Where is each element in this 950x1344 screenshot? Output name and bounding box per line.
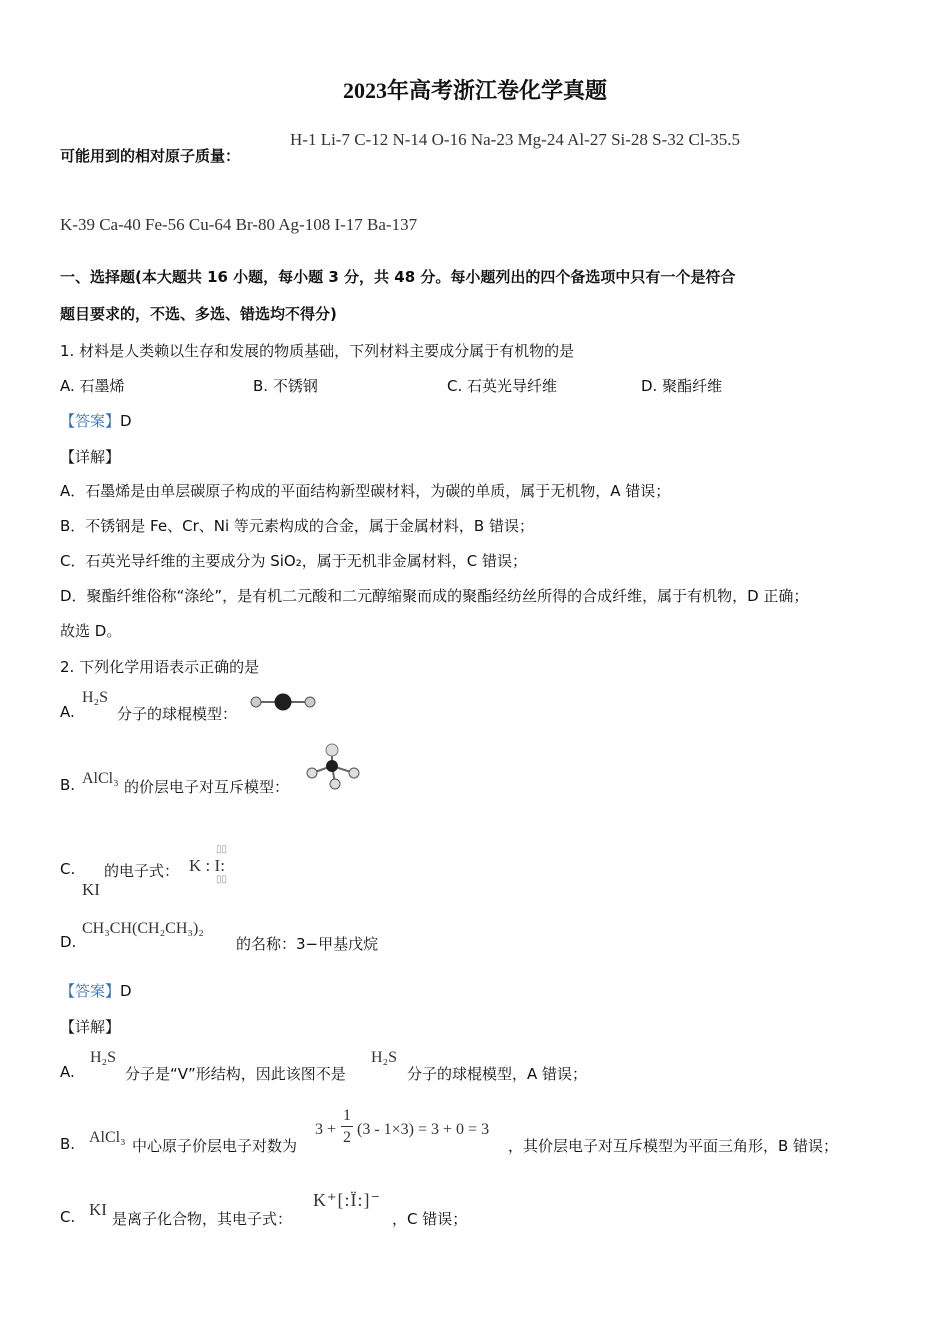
q2-exp-c-text2: ，C 错误； <box>392 1210 468 1228</box>
q1-explanation-c: C．石英光导纤维的主要成分为 SiO₂，属于无机非金属材料，C 错误； <box>60 552 527 570</box>
q2-c-letter: C. <box>60 860 76 878</box>
q2-exp-b-text2: ，其价层电子对互斥模型为平面三角形，B 错误； <box>508 1137 839 1155</box>
q2-b-text: 的价层电子对互斥模型： <box>124 778 290 796</box>
eq-fraction <box>341 1106 353 1149</box>
eq-left: 3 + <box>315 1121 337 1138</box>
edot-i: I <box>214 856 221 875</box>
q2-d-formula: CH₃CH(CH₂CH₃)₂ <box>82 920 204 937</box>
q2-exp-a-letter: A. <box>60 1063 75 1081</box>
q1-option-a: A. 石墨烯 <box>60 377 125 395</box>
q1-detail-label: 【详解】 <box>60 448 121 466</box>
q2-exp-b-formula: AlCl₃ <box>89 1129 126 1146</box>
q2-exp-a-formula: H₂S <box>90 1049 117 1066</box>
q2-d-letter: D. <box>60 933 77 951</box>
q1-option-d: D. 聚酯纤维 <box>641 377 723 395</box>
q1-answer-label: 【答案】 <box>60 412 121 430</box>
q2-b-letter: B. <box>60 776 76 794</box>
q2-exp-c-text: 是离子化合物，其电子式： <box>112 1210 293 1228</box>
eq-right: (3 - 1×3) = 3 + 0 = 3 <box>357 1121 490 1138</box>
q2-b-formula: AlCl₃ <box>82 770 119 787</box>
q1-option-c: C. 石英光导纤维 <box>447 377 558 395</box>
eq-numerator: 1 <box>341 1106 353 1127</box>
q1-answer <box>60 410 132 431</box>
h2s-linear-ball-stick-model <box>246 690 320 714</box>
edot-colon2: : <box>220 856 225 875</box>
q2-answer-value: D <box>120 982 132 1000</box>
q2-c-electron-dot <box>189 856 225 876</box>
q1-explanation-d: D．聚酯纤维俗称“涤纶”，是有机二元酸和二元醇缩聚而成的聚酯经纺丝所得的合成纤维，属于有机物，D 正确； <box>60 587 809 605</box>
q2-a-formula: H₂S <box>82 689 109 706</box>
q2-answer <box>60 980 132 1001</box>
alcl3-vsepr-model <box>302 742 364 792</box>
atomic-mass-line1: H-1 Li-7 C-12 N-14 O-16 Na-23 Mg-24 Al-27 Si-28 S-32 Cl-35.5 <box>290 130 740 149</box>
eq-denominator: 2 <box>343 1129 351 1146</box>
q2-c-text: 的电子式： <box>104 862 180 880</box>
q2-answer-label: 【答案】 <box>60 982 121 1000</box>
q1-explanation-a: A．石墨烯是由单层碳原子构成的平面结构新型碳材料，为碳的单质，属于无机物，A 错误； <box>60 482 671 500</box>
q1-explanation-b: B．不锈钢是 Fe、Cr、Ni 等元素构成的合金，属于金属材料，B 错误； <box>60 517 534 535</box>
q2-stem: 2. 下列化学用语表示正确的是 <box>60 658 260 676</box>
q2-exp-b-letter: B. <box>60 1135 76 1153</box>
edot-box-top: ▯▯ <box>216 844 228 855</box>
q2-exp-c-formula: KI <box>89 1200 107 1219</box>
q2-exp-a-formula2: H₂S <box>371 1049 398 1066</box>
q2-exp-b-text: 中心原子价层电子对数为 <box>132 1137 298 1155</box>
section-heading-line1: 一、选择题(本大题共 16 小题，每小题 3 分，共 48 分。每小题列出的四个备选项中只有一个是符合 <box>60 268 736 286</box>
edot-colon: : <box>205 856 211 875</box>
q2-a-letter: A. <box>60 703 75 721</box>
atomic-mass-line2: K-39 Ca-40 Fe-56 Cu-64 Br-80 Ag-108 I-17 Ba-137 <box>60 215 418 234</box>
section-heading-line2: 题目要求的，不选、多选、错选均不得分) <box>60 305 337 323</box>
page-title: 2023年高考浙江卷化学真题 <box>342 78 607 103</box>
q2-detail-label: 【详解】 <box>60 1018 121 1036</box>
q2-c-formula: KI <box>82 880 100 899</box>
edot-k: K <box>189 856 202 875</box>
q1-conclusion: 故选 D。 <box>60 622 122 640</box>
q2-exp-c-letter: C. <box>60 1208 76 1226</box>
q2-exp-a-text: 分子是“V”形结构，因此该图不是 <box>125 1065 346 1083</box>
edot-box-bottom: ▯▯ <box>216 874 228 885</box>
atomic-mass-label: 可能用到的相对原子质量： <box>60 147 241 165</box>
q1-option-b: B. 不锈钢 <box>253 377 318 395</box>
q2-exp-a-text2: 分子的球棍模型，A 错误； <box>407 1065 588 1083</box>
q2-a-text: 分子的球棍模型： <box>117 705 238 723</box>
q2-d-text: 的名称：3−甲基戊烷 <box>236 935 379 953</box>
q1-stem: 1. 材料是人类赖以生存和发展的物质基础，下列材料主要成分属于有机物的是 <box>60 342 575 360</box>
ki-ionic-electron-dot: K⁺[:Ï:]⁻ <box>313 1190 381 1210</box>
q1-answer-value: D <box>120 412 132 430</box>
